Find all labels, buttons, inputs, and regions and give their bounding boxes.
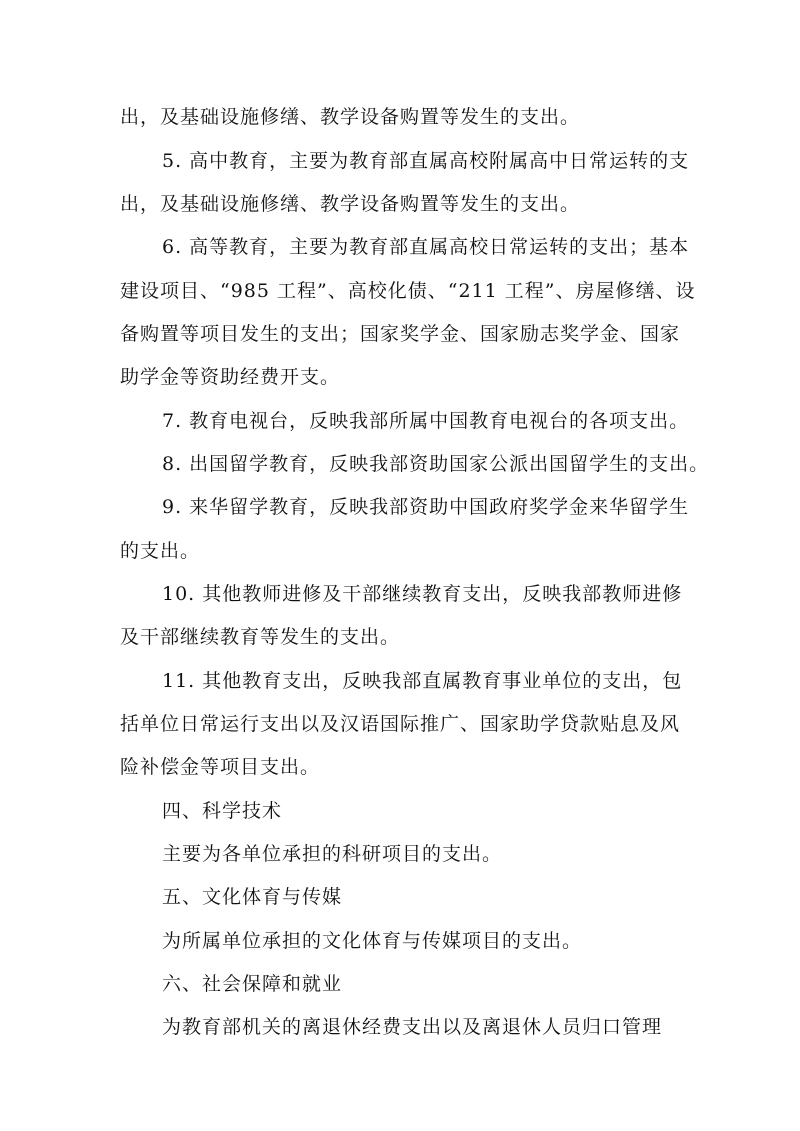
text-line-20: 为所属单位承担的文化体育与传媒项目的支出。 [162, 930, 583, 952]
text-line-11: 的支出。 [120, 540, 201, 562]
text-line-6: 备购置等项目发生的支出；国家奖学金、国家励志奖学金、国家 [120, 323, 681, 345]
text-line-16: 险补偿金等项目支出。 [120, 756, 321, 778]
text-line-19: 五、文化体育与传媒 [162, 886, 343, 908]
text-line-21: 六、社会保障和就业 [162, 973, 343, 995]
text-line-2: 5. 高中教育，主要为教育部直属高校附属高中日常运转的支 [162, 150, 690, 172]
text-line-10: 9. 来华留学教育，反映我部资助中国政府奖学金来华留学生 [162, 496, 690, 518]
text-line-9: 8. 出国留学教育，反映我部资助国家公派出国留学生的支出。 [162, 453, 710, 475]
text-line-3: 出，及基础设施修缮、教学设备购置等发生的支出。 [120, 193, 581, 215]
text-line-14: 11. 其他教育支出，反映我部直属教育事业单位的支出，包 [162, 670, 683, 692]
text-line-17: 四、科学技术 [162, 800, 283, 822]
text-line-7: 助学金等资助经费开支。 [120, 366, 341, 388]
text-line-18: 主要为各单位承担的科研项目的支出。 [162, 843, 503, 865]
text-line-22: 为教育部机关的离退休经费支出以及离退休人员归口管理 [162, 1016, 663, 1038]
text-line-13: 及干部继续教育等发生的支出。 [120, 626, 401, 648]
text-line-1: 出，及基础设施修缮、教学设备购置等发生的支出。 [120, 106, 581, 128]
text-line-12: 10. 其他教师进修及干部继续教育支出，反映我部教师进修 [162, 583, 683, 605]
text-line-15: 括单位日常运行支出以及汉语国际推广、国家助学贷款贴息及风 [120, 713, 681, 735]
text-line-5: 建设项目、“985 工程”、高校化债、“211 工程”、房屋修缮、设 [120, 280, 696, 302]
text-line-8: 7. 教育电视台，反映我部所属中国教育电视台的各项支出。 [162, 410, 690, 432]
text-line-4: 6. 高等教育，主要为教育部直属高校日常运转的支出；基本 [162, 236, 690, 258]
